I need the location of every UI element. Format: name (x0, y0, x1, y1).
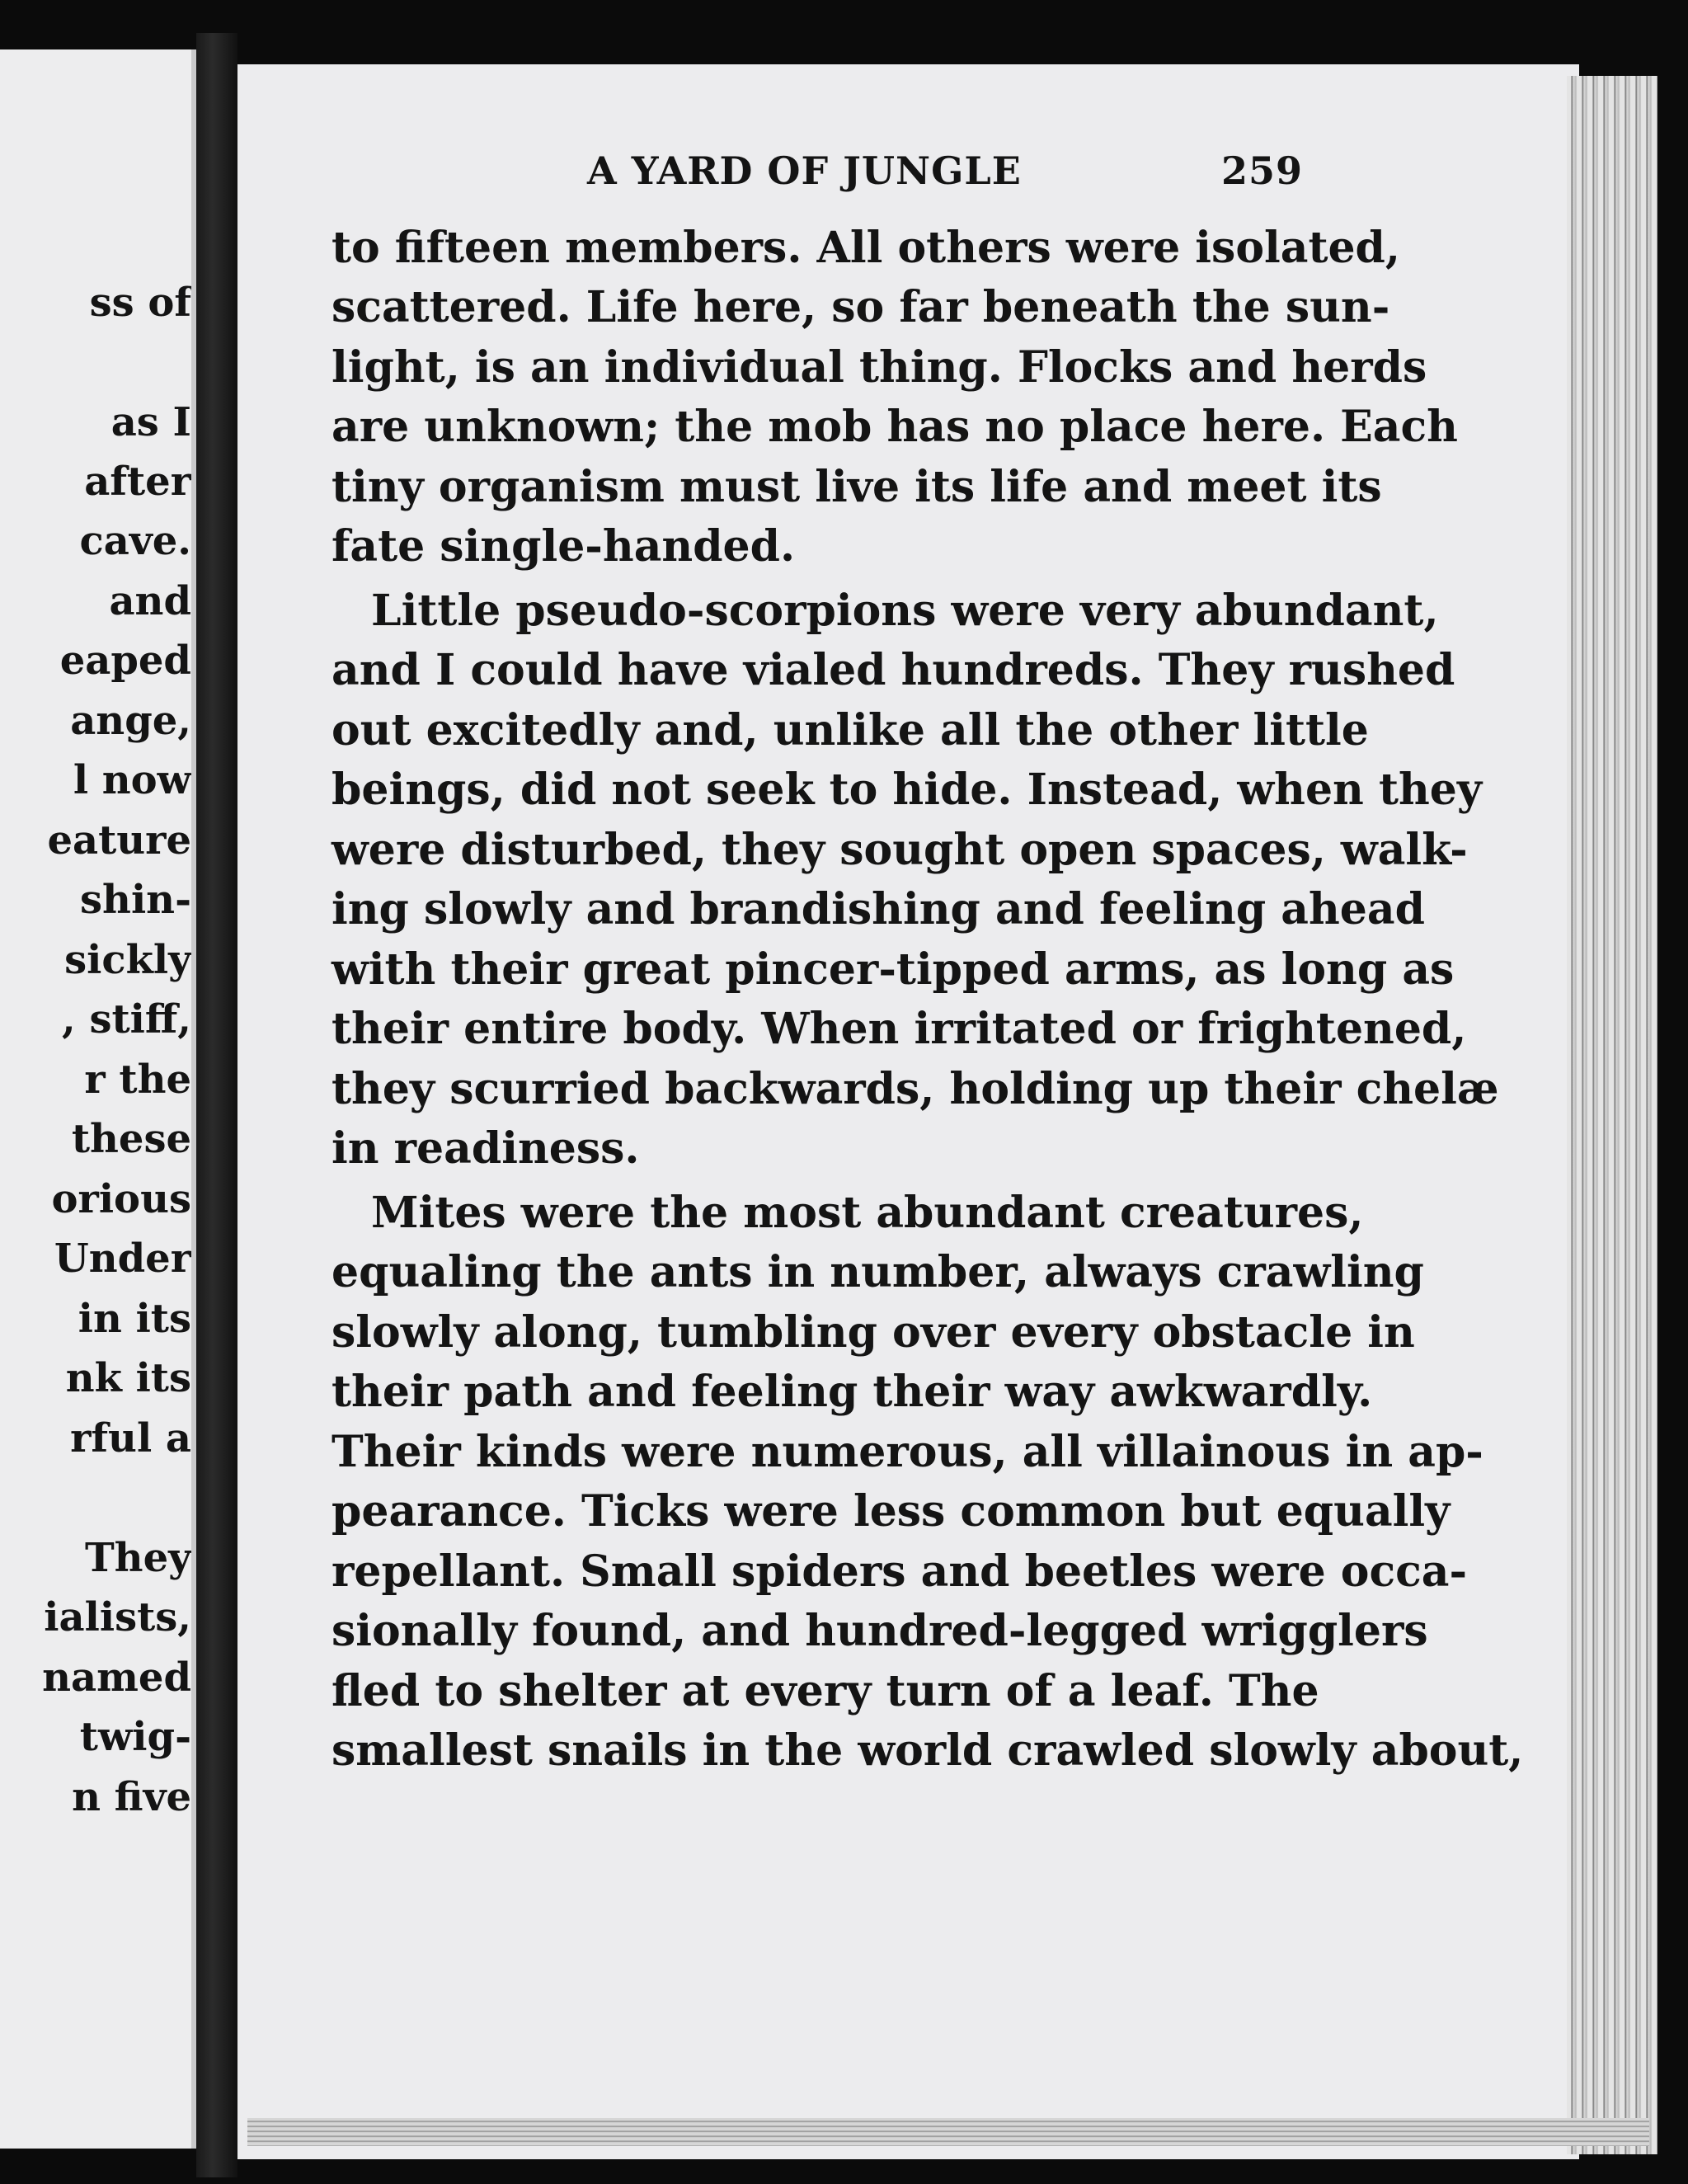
text-line: their path and feeling their way awkwardly. (331, 1367, 1373, 1417)
text-line: smallest snails in the world crawled slowly about, (331, 1725, 1524, 1776)
left-page-fragment: twig- (79, 1714, 191, 1760)
left-page-fragment: these (71, 1116, 191, 1162)
text-line: they scurried backwards, holding up their chelæ (331, 1064, 1499, 1114)
text-line: slowly along, tumbling over every obstacle in (331, 1307, 1415, 1358)
left-page-fragment: r the (84, 1057, 191, 1103)
left-page-fragment: rful a (70, 1415, 191, 1461)
left-page-fragment: in its (78, 1296, 191, 1342)
text-line: pearance. Ticks were less common but equally (331, 1486, 1451, 1537)
text-line: are unknown; the mob has no place here. Each (331, 402, 1458, 452)
left-page-fragment: eature (47, 817, 191, 864)
text-line: repellant. Small spiders and beetles were occa- (331, 1546, 1468, 1597)
left-page-fragment: ss of (89, 280, 191, 326)
left-page-fragment: named (42, 1654, 191, 1701)
page-edges-right (1567, 76, 1657, 2154)
text-line: their entire body. When irritated or frightened, (331, 1004, 1467, 1054)
text-line: equaling the ants in number, always crawling (331, 1247, 1424, 1297)
left-page-fragment: orious (51, 1176, 191, 1222)
text-line: beings, did not seek to hide. Instead, when they (331, 765, 1483, 815)
left-page-fragment: sickly (64, 937, 191, 983)
text-line: fate single-handed. (331, 521, 796, 572)
text-line: and I could have vialed hundreds. They rushed (331, 645, 1455, 695)
book-spine (196, 33, 237, 2177)
left-page-fragment: cave. (79, 518, 191, 564)
text-line: with their great pincer-tipped arms, as long as (331, 944, 1455, 995)
text-line: Mites were the most abundant creatures, (371, 1188, 1364, 1238)
left-page-fragment: shin- (80, 877, 191, 923)
text-line: out excitedly and, unlike all the other little (331, 705, 1369, 755)
left-page-fragment: , stiff, (62, 996, 191, 1043)
left-page-fragment: nk its (65, 1355, 191, 1401)
left-page-fragment: after (84, 459, 191, 505)
page-title: A YARD OF JUNGLE (587, 148, 1022, 193)
left-page-fragment: n five (72, 1774, 191, 1820)
left-page-fragment: Under (54, 1236, 191, 1282)
text-line: light, is an individual thing. Flocks and herds (331, 342, 1427, 393)
text-line: Little pseudo-scorpions were very abundant, (371, 586, 1439, 636)
left-page-fragment: eaped (59, 638, 191, 684)
text-line: in readiness. (331, 1123, 640, 1174)
left-facing-page (0, 49, 196, 2149)
left-page-fragment: ange, (70, 698, 191, 744)
left-page-fragment: l now (73, 757, 191, 803)
text-line: to fifteen members. All others were isolated, (331, 223, 1401, 273)
text-line: ing slowly and brandishing and feeling ahead (331, 884, 1425, 934)
page-number: 259 (1220, 148, 1303, 193)
text-line: tiny organism must live its life and meet its (331, 462, 1382, 512)
left-page-fragment: ialists, (44, 1594, 191, 1640)
page-edges-bottom (247, 2118, 1649, 2146)
left-page-fragment: They (84, 1535, 191, 1581)
left-page-fragment: and (109, 578, 191, 624)
text-line: sionally found, and hundred-legged wrigglers (331, 1606, 1428, 1656)
text-line: Their kinds were numerous, all villainous in ap- (331, 1427, 1483, 1477)
text-line: fled to shelter at every turn of a leaf. The (331, 1666, 1319, 1716)
left-page-fragment: as I (110, 399, 191, 445)
text-line: were disturbed, they sought open spaces, walk- (331, 825, 1468, 875)
text-line: scattered. Life here, so far beneath the sun- (331, 282, 1390, 332)
